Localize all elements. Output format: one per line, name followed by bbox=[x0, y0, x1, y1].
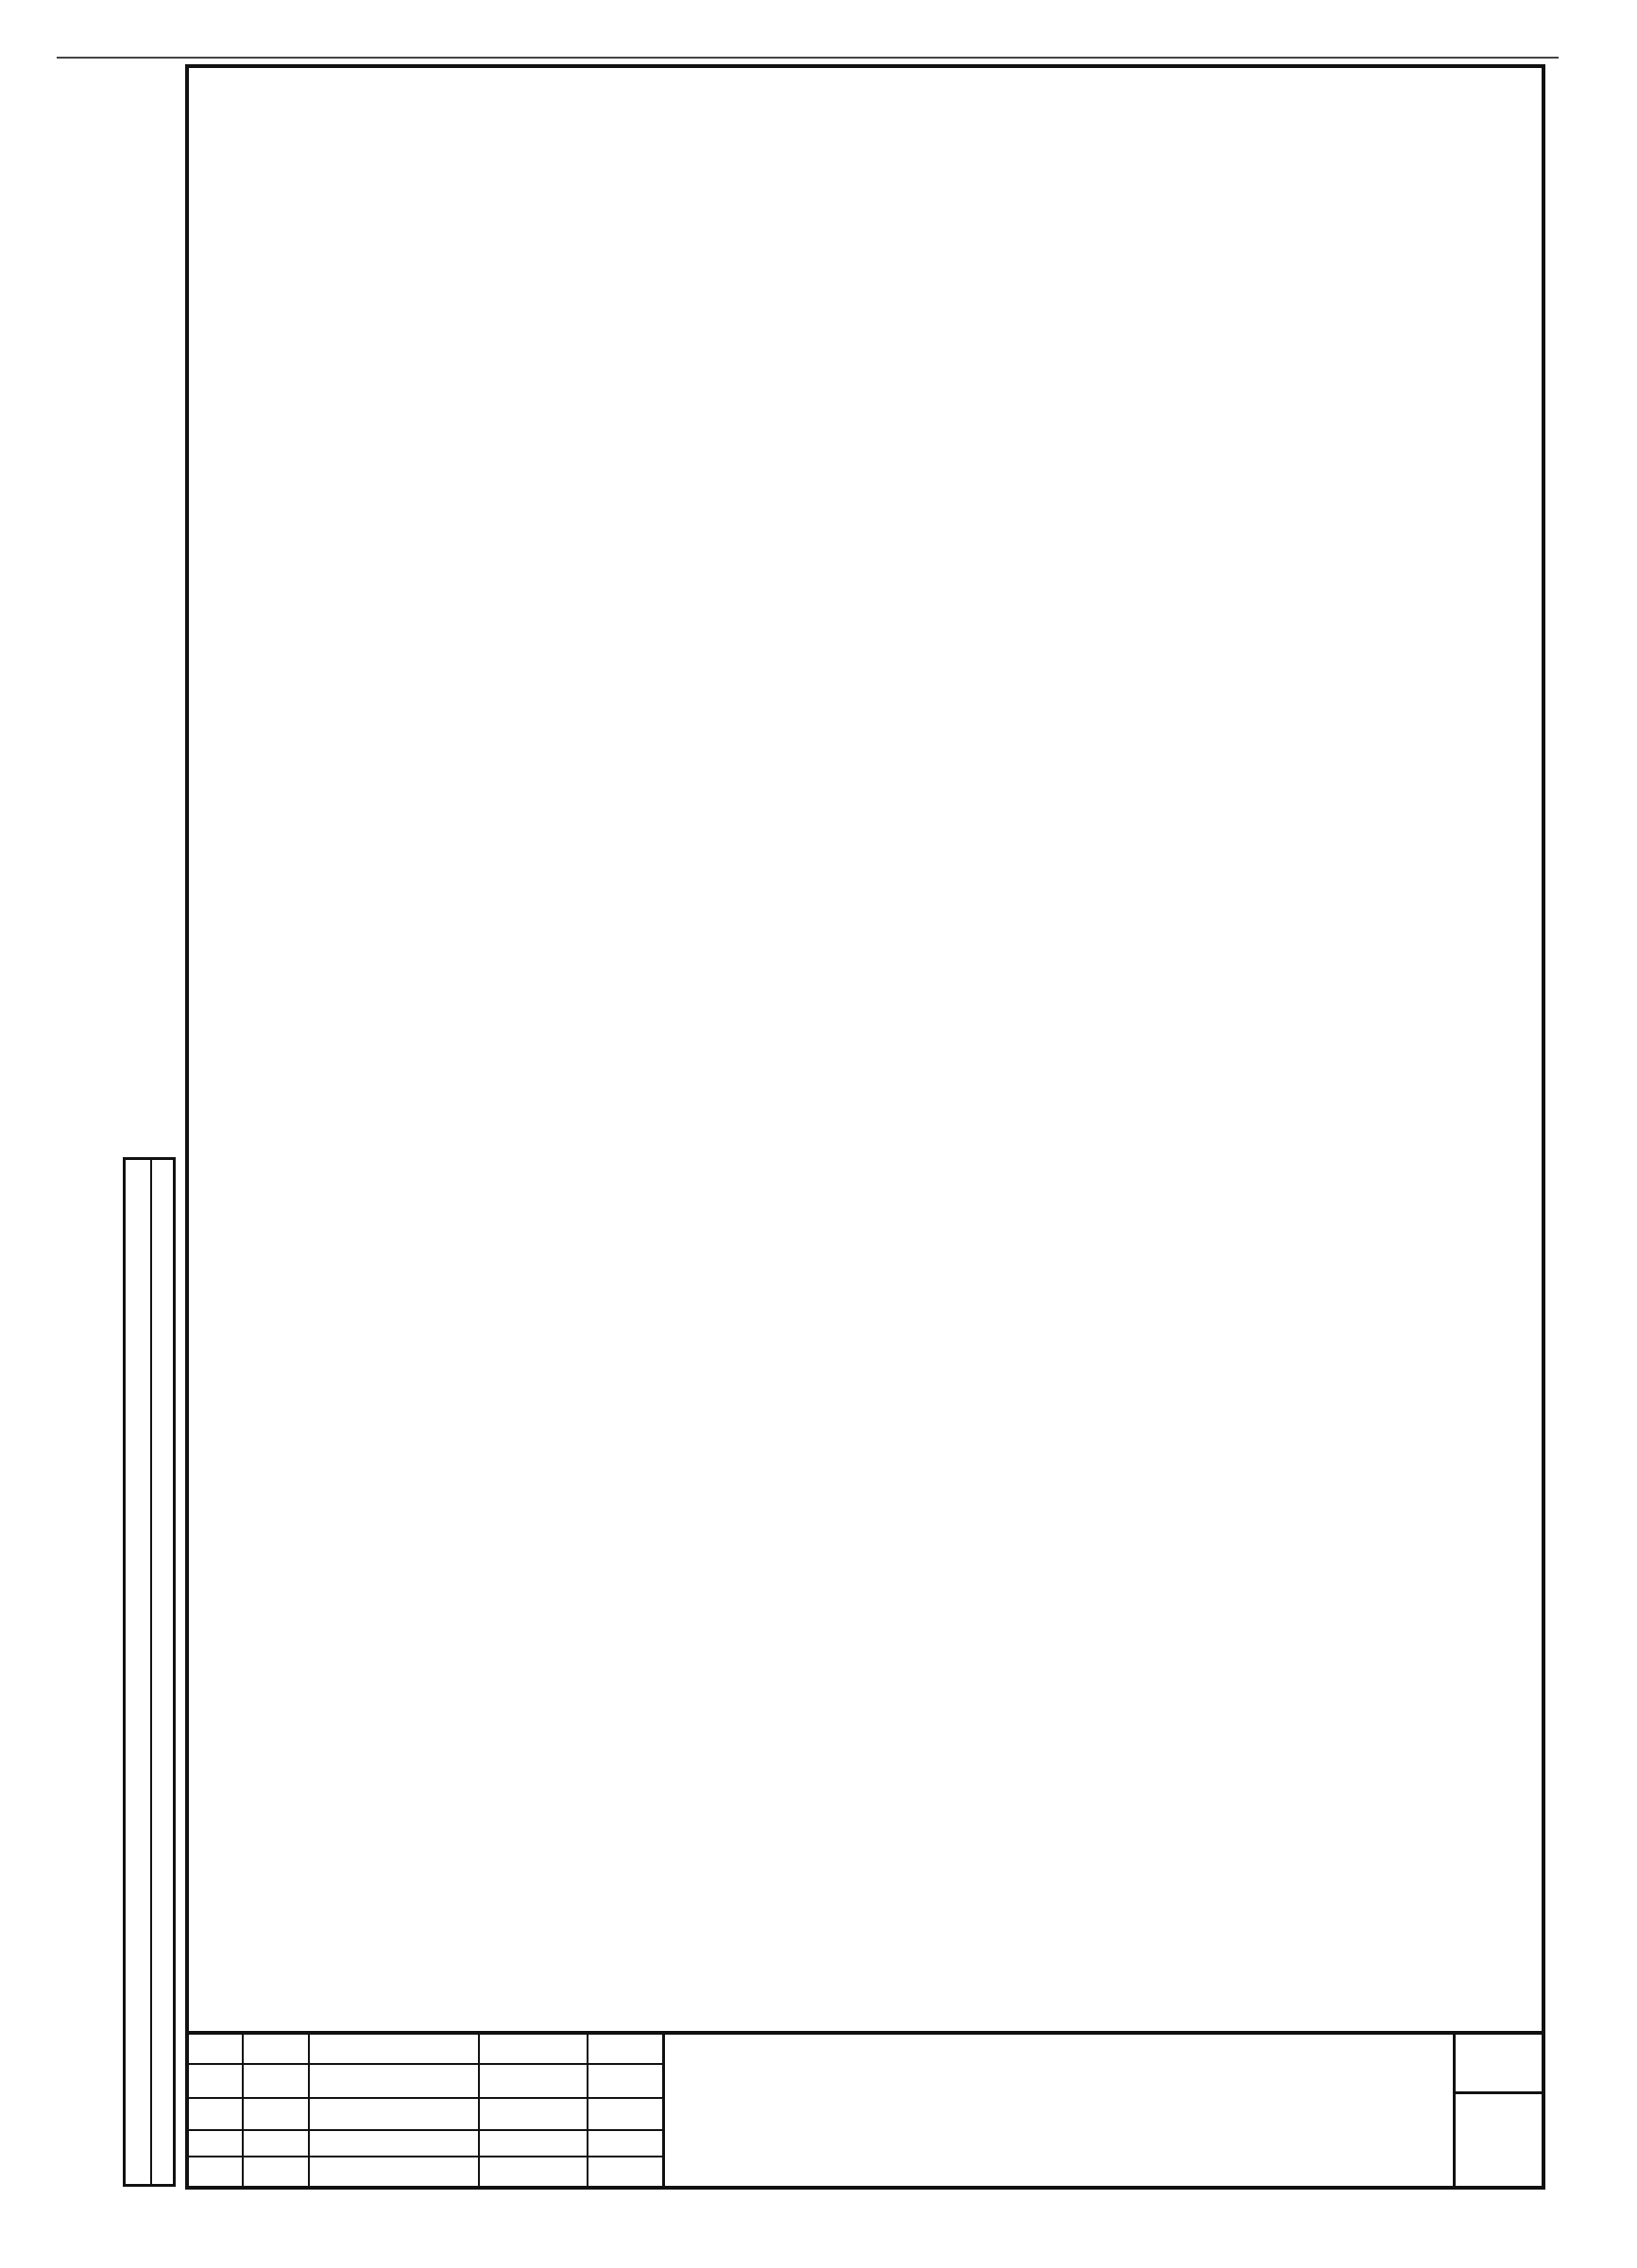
side-stamp-strip bbox=[123, 1157, 176, 2187]
title-block bbox=[185, 2031, 1545, 2190]
revision-grid bbox=[185, 2035, 662, 2190]
sheet-cell bbox=[1453, 2035, 1542, 2190]
document-frame bbox=[185, 64, 1545, 2190]
page-top-rule bbox=[57, 57, 1559, 59]
side-strip-divider bbox=[150, 1160, 152, 2184]
